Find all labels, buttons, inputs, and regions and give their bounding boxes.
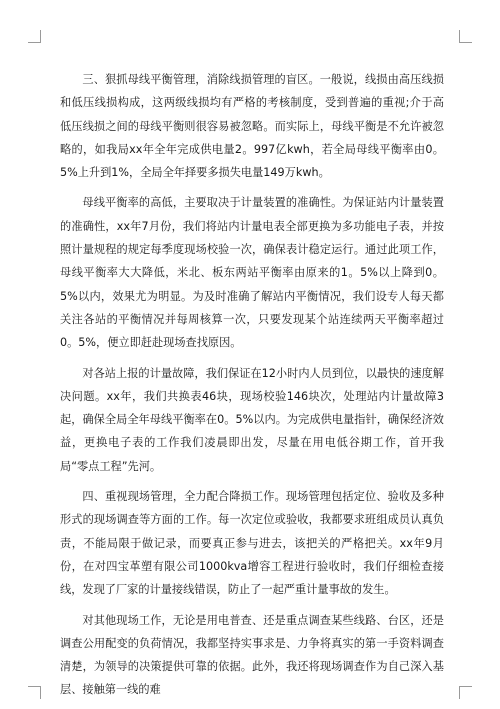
paragraph-metering-fault-response: 对各站上报的计量故障，我们保证在12小时内人员到位，以最快的速度解决问题。xx年，我们共换表46块，现场校验146块次，处理站内计量故障3起，确保全局全年母线平衡率在0。5%以内。为完成供电量指针，确保经济效益，更换电子表的工作我们凌晨即出发，尽量在用电低谷期工作，首开我局“零点工程”先河。 <box>60 366 444 473</box>
paragraph-balance-rate-accuracy: 母线平衡率的高低，主要取决于计量装置的准确性。为保证站内计量装置的准确性，xx年7月份，我们将站内计量电表全部更换为多功能电子表，并按照计量规程的规定每季度现场校验一次，确保表计稳定运行。通过此项工作，母线平衡率大大降低，米北、板东两站平衡率由原来的1。5%以上降到0。5%以内，效果尤为明显。为及时准确了解站内平衡情况，我们设专人每天都关注各站的平衡情况并每周核算一次，只要发现某个站连续两天平衡率超过0。5%，便立即赶赴现场查找原因。 <box>60 196 444 350</box>
paragraph-site-management: 四、重视现场管理，全力配合降损工作。现场管理包括定位、验收及多种形式的现场调查等方面的工作。每一次定位或验收，我都要求班组成员认真负责，不能局限于做记录，而要真正参与进去，该把关的严格把关。xx年9月份，在对四宝革塑有限公司1000kva增容工程进行验收时，我们仔细检查接线，发现了厂家的计量接线错误，防止了一起严重计量事故的发生。 <box>60 490 444 597</box>
document-body <box>60 68 444 709</box>
page-corner-mark-top-right <box>459 30 472 43</box>
paragraph-mother-line-balance: 三、狠抓母线平衡管理，消除线损管理的盲区。一般说，线损由高压线损和低压线损构成，这两级线损均有严格的考核制度，受到普遍的重视;介于高低压线损之间的母线平衡则很容易被忽略。而实际上，母线平衡是不允许被忽略的，如我局xx年全年完成供电量2。997亿kwh，若全局母线平衡率由0。5%上升到1%，全局全年择要多损失电量149万kwh。 <box>60 73 444 180</box>
page-corner-mark-bottom-right <box>459 686 472 699</box>
paragraph-other-field-work: 对其他现场工作，无论是用电普查、还是重点调查某些线路、台区，还是调查公用配变的负荷情况，我都坚持实事求是、力争将真实的第一手资料调查清楚，为领导的决策提供可靠的依据。此外，我还将现场调查作为自己深入基层、接触第一线的难 <box>60 613 444 697</box>
page-corner-mark-bottom-left <box>28 686 41 699</box>
page-corner-mark-top-left <box>28 30 41 43</box>
